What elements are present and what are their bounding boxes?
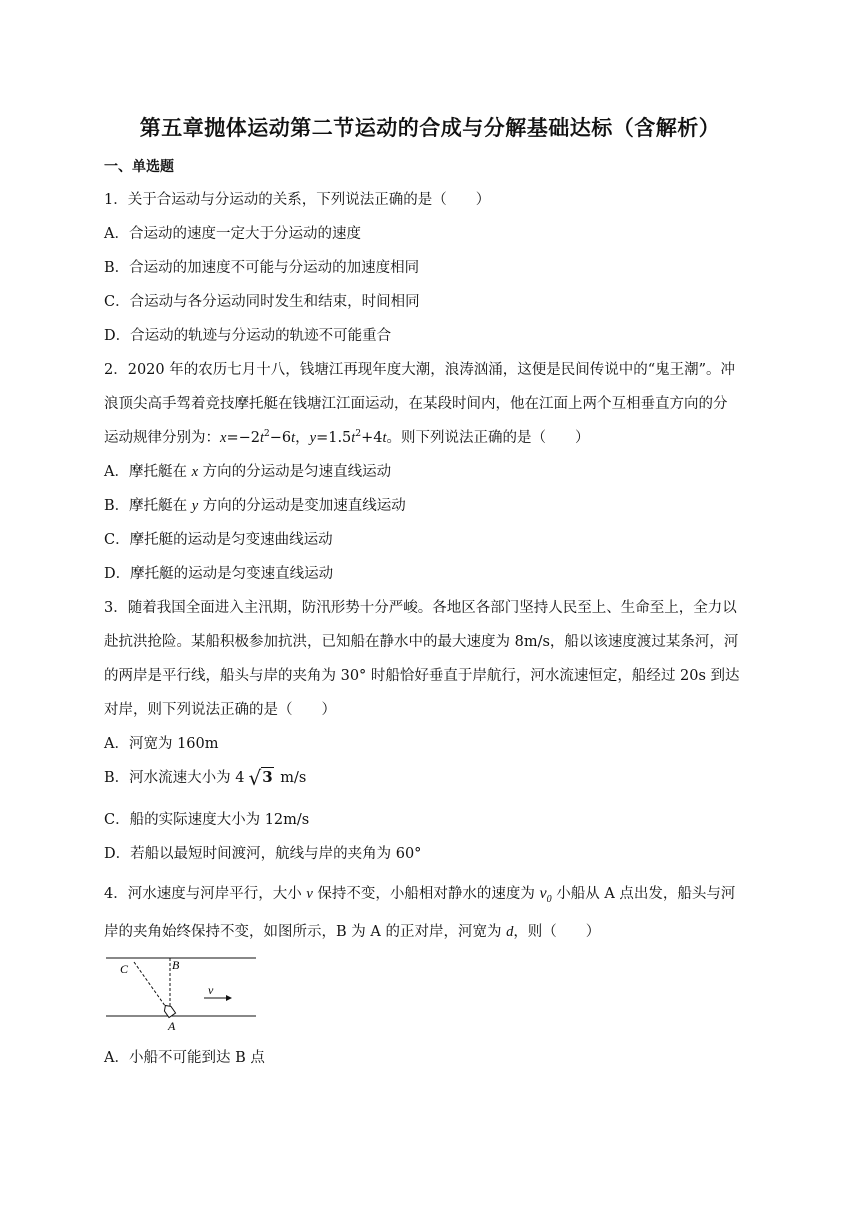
var-v: v: [306, 886, 313, 902]
q2-text: 。则下列说法正确的是（ ）: [386, 430, 590, 446]
question-4-stem-line-2: [104, 920, 600, 941]
q4-text: 小船从 A 点出发，船头与河: [551, 886, 736, 902]
question-4-stem-line-1: [104, 882, 735, 905]
square-root: [249, 766, 274, 790]
exponent: 2: [264, 429, 270, 439]
section-heading: 一、单选题: [104, 159, 174, 175]
var-y: y: [309, 430, 317, 446]
q2-eq: =1.5: [316, 430, 352, 446]
q2-text: ，: [295, 430, 310, 446]
var-t: t: [382, 430, 387, 446]
option-text: 方向的分运动是变加速直线运动: [198, 498, 406, 514]
q2-eq: −6: [269, 430, 292, 446]
question-2-option-a: [104, 460, 391, 481]
exponent: 2: [355, 429, 362, 439]
var-t: t: [259, 430, 264, 446]
v0-base: v: [539, 885, 547, 902]
label-a: A: [168, 1019, 176, 1033]
var-d: d: [506, 924, 514, 940]
question-1-option-b: B．合运动的加速度不可能与分运动的加速度相同: [104, 260, 420, 276]
river-diagram: [104, 952, 264, 1034]
question-3-option-b: [104, 766, 306, 790]
label-v: v: [208, 983, 214, 997]
document-title: 第五章抛体运动第二节运动的合成与分解基础达标（含解析）: [139, 116, 721, 140]
var-x: x: [220, 430, 227, 446]
question-2-option-d: D．摩托艇的运动是匀变速直线运动: [104, 566, 334, 582]
radicand: 3: [262, 768, 273, 786]
var-t: t: [291, 430, 296, 446]
question-3-option-d: D．若船以最短时间渡河，航线与岸的夹角为 60°: [104, 846, 422, 862]
question-3-stem-line-1: 3．随着我国全面进入主汛期，防汛形势十分严峻。各地区各部门坚持人民至上、生命至上，全力以: [104, 600, 737, 616]
question-1-stem: 1．关于合运动与分运动的关系，下列说法正确的是（ ）: [104, 192, 491, 208]
question-2-stem-line-3: [104, 426, 589, 447]
q4-text: 4．河水速度与河岸平行，大小: [104, 886, 307, 902]
question-3-stem-line-2: 赴抗洪抢险。某船积极参加抗洪，已知船在静水中的最大速度为 8m/s，船以该速度渡过某条河，河: [104, 634, 739, 650]
q4-text: 保持不变，小船相对静水的速度为: [312, 886, 540, 902]
question-4-option-a: A．小船不可能到达 B 点: [104, 1050, 265, 1066]
q2-eq: =−2: [226, 430, 260, 446]
arrow-head-icon: [226, 995, 232, 1001]
v0-subscript: 0: [546, 894, 552, 906]
label-c: C: [120, 962, 129, 976]
question-2-stem-line-2: 浪顶尖高手驾着竞技摩托艇在钱塘江江面运动，在某段时间内，他在江面上两个互相垂直方向的分: [104, 396, 728, 412]
var-y: y: [191, 498, 199, 514]
q2-eq: +4: [361, 430, 383, 446]
option-text: B．河水流速大小为 4: [104, 770, 245, 786]
q4-text: ，则（ ）: [513, 924, 601, 940]
var-v0: [539, 885, 552, 906]
option-text: m/s: [275, 770, 307, 786]
var-t: t: [351, 430, 356, 446]
label-b: B: [172, 958, 180, 972]
var-x: x: [191, 464, 199, 480]
heading-dashed-line: [134, 962, 168, 1010]
question-2-option-c: C．摩托艇的运动是匀变速曲线运动: [104, 532, 333, 548]
q2-text: 运动规律分别为：: [104, 430, 220, 446]
option-text: A．摩托艇在: [104, 464, 192, 480]
option-text: 方向的分运动是匀速直线运动: [198, 464, 392, 480]
question-2-option-b: [104, 494, 406, 515]
option-text: B．摩托艇在: [104, 498, 192, 514]
question-1-option-a: A．合运动的速度一定大于分运动的速度: [104, 226, 361, 242]
question-3-stem-line-3: 的两岸是平行线，船头与岸的夹角为 30° 时船恰好垂直于岸航行，河水流速恒定，船经过 20s 到达: [104, 668, 740, 684]
q4-text: 岸的夹角始终保持不变，如图所示，B 为 A 的正对岸，河宽为: [104, 924, 507, 940]
question-1-option-c: C．合运动与各分运动同时发生和结束，时间相同: [104, 294, 420, 310]
question-1-option-d: D．合运动的轨迹与分运动的轨迹不可能重合: [104, 328, 392, 344]
question-3-option-c: C．船的实际速度大小为 12m/s: [104, 812, 310, 828]
radical-sign-icon: √: [248, 766, 262, 790]
river-boat-figure: [104, 952, 264, 1038]
question-3-option-a: A．河宽为 160m: [104, 736, 219, 752]
question-3-stem-line-4: 对岸，则下列说法正确的是（ ）: [104, 702, 336, 718]
question-2-stem-line-1: 2．2020 年的农历七月十八，钱塘江再现年度大潮，浪涛汹涌，这便是民间传说中的“鬼王潮”。冲: [104, 362, 736, 378]
